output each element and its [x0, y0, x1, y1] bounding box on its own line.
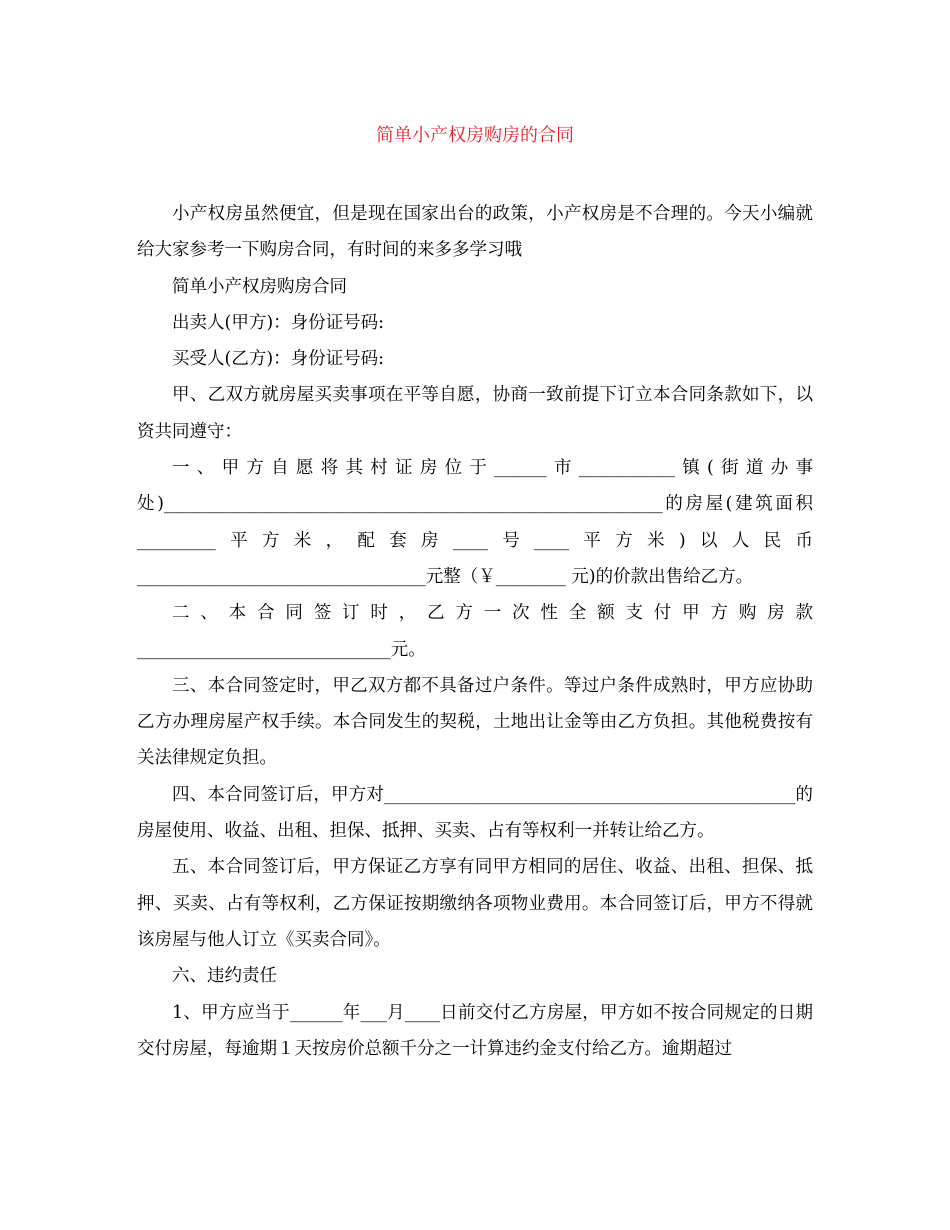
paragraph-clause-1: 一、甲方自愿将其村证房位于______市___________镇(街道办事处)_________________________________________________________的房屋(建筑面积 _________平方米，配套房____号____平方米)以人民币_________________________________元整（￥________ 元)的价款出售给乙方。 [137, 458, 813, 587]
paragraph-clause-4: 四、本合同签订后，甲方对_______________________________________________的房屋使用、收益、出租、担保、抵押、买卖、占有等权利一并转让给乙方。 [137, 784, 813, 842]
paragraph-buyer: 买受人(乙方)：身份证号码: [172, 349, 385, 370]
document-title: 简单小产权房购房的合同 [376, 125, 574, 146]
paragraph-agreement: 甲、乙双方就房屋买卖事项在平等自愿，协商一致前提下订立本合同条款如下，以资共同遵守： [137, 385, 813, 442]
document-body [137, 196, 813, 1067]
paragraph-contract-heading: 简单小产权房购房合同 [172, 276, 347, 297]
paragraph-clause-5: 五、本合同签订后，甲方保证乙方享有同甲方相同的居住、收益、出租、担保、抵押、买卖、占有等权利，乙方保证按期缴纳各项物业费用。本合同签订后，甲方不得就该房屋与他人订立《买卖合同》。 [137, 857, 813, 950]
paragraph-clause-6-1: 1、甲方应当于______年___月____日前交付乙方房屋，甲方如不按合同规定的日期交付房屋，每逾期１天按房价总额千分之一计算违约金支付给乙方。逾期超过 [137, 1002, 813, 1059]
paragraph-seller: 出卖人(甲方)：身份证号码: [172, 312, 385, 333]
paragraph-clause-6-heading: 六、违约责任 [172, 966, 277, 987]
paragraph-intro: 小产权房虽然便宜，但是现在国家出台的政策，小产权房是不合理的。今天小编就给大家参考一下购房合同，有时间的来多多学习哦 [137, 204, 813, 261]
paragraph-clause-2: 二、本合同签订时，乙方一次性全额支付甲方购房款_____________________________元。 [137, 603, 813, 660]
paragraph-clause-3: 三、本合同签定时，甲乙双方都不具备过户条件。等过户条件成熟时，甲方应协助乙方办理房屋产权手续。本合同发生的契税，土地出让金等由乙方负担。其他税费按有关法律规定负担。 [137, 675, 813, 769]
